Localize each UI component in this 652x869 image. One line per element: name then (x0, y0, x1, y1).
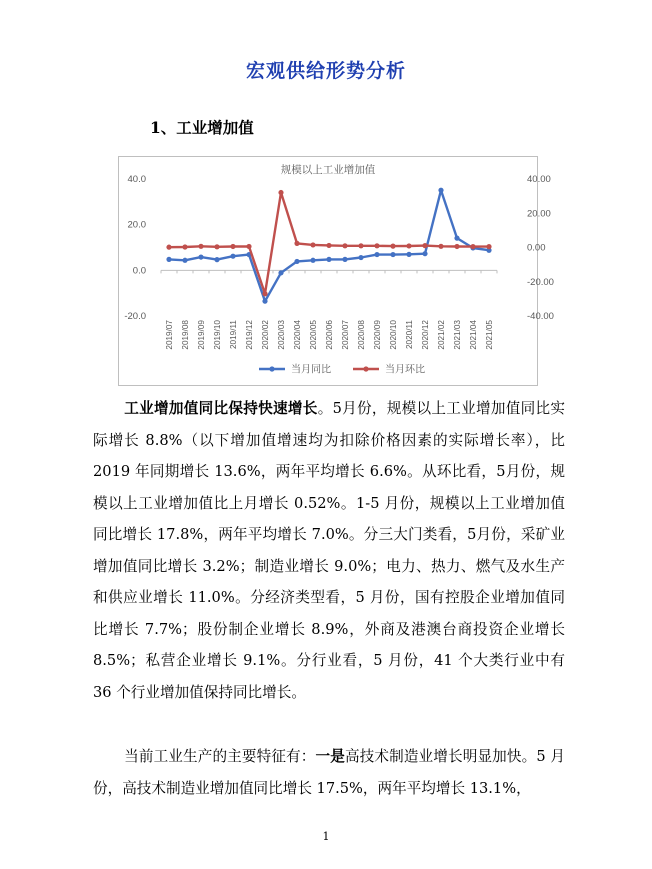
x-tick-label: 2019/08 (181, 320, 190, 350)
data-point (214, 244, 219, 249)
x-tick-label: 2019/07 (165, 320, 174, 350)
x-tick-label: 2020/03 (277, 320, 286, 350)
data-point (406, 243, 411, 248)
right-axis-tick-label: -40.00 (527, 311, 554, 322)
data-point (230, 244, 235, 249)
x-tick-label: 2020/06 (325, 320, 334, 350)
x-tick-label: 2021/04 (469, 320, 478, 350)
data-point (310, 242, 315, 247)
x-tick-label: 2021/05 (485, 320, 494, 350)
legend-label: 当月同比 (291, 364, 331, 376)
data-point (278, 270, 283, 275)
data-point (294, 241, 299, 246)
section-heading: 1、工业增加值 (150, 118, 254, 137)
x-tick-label: 2020/11 (405, 320, 414, 349)
data-point (374, 243, 379, 248)
data-point (262, 291, 267, 296)
data-point (182, 244, 187, 249)
data-point (454, 244, 459, 249)
legend-label: 当月环比 (385, 364, 425, 376)
data-point (326, 257, 331, 262)
data-point (454, 236, 459, 241)
data-point (326, 243, 331, 248)
data-point (438, 244, 443, 249)
page-title: 宏观供给形势分析 (245, 60, 406, 82)
data-point (278, 190, 283, 195)
data-point (358, 243, 363, 248)
data-point (470, 244, 475, 249)
data-point (486, 244, 491, 249)
left-axis-tick-label: -20.0 (124, 311, 146, 322)
data-point (246, 244, 251, 249)
x-tick-label: 2020/10 (389, 320, 398, 350)
data-point (294, 259, 299, 264)
industrial-value-added-chart (118, 156, 554, 386)
right-axis-tick-label: 0.00 (527, 242, 546, 254)
data-point (310, 258, 315, 263)
x-tick-label: 2021/02 (437, 320, 446, 350)
data-point (166, 245, 171, 250)
left-axis-tick-label: 0.0 (132, 265, 146, 277)
data-point (166, 257, 171, 262)
page-number: 1 (322, 830, 330, 843)
data-point (358, 255, 363, 260)
data-point (230, 254, 235, 259)
x-tick-label: 2019/09 (197, 320, 206, 350)
x-tick-label: 2020/08 (357, 320, 366, 350)
x-tick-label: 2020/12 (421, 320, 430, 350)
left-axis-tick-label: 20.0 (127, 219, 146, 231)
data-point (422, 251, 427, 256)
chart-svg (119, 157, 554, 385)
left-axis-tick-label: 40.0 (127, 174, 146, 185)
chart-title: 规模以上工业增加值 (280, 164, 376, 176)
legend-marker (269, 366, 274, 371)
paragraph-body: 。5月份，规模以上工业增加值同比实际增长 8.8%（以下增加值增速均为扣除价格因素的实际增长率），比 2019 年同期增长 13.6%，两年平均增长 6.6%。从环比看，5月份，规模以上工业增加值比上月增长 0.52%。1-5 月份，规模以上工业增加值同比增长 17.8%，两年平均增长 7.0%。分三大门类看，5月份，采矿业增加值同比增长 3.2%；制造业增长 9.0%；电力、热力、燃气及水生产和供应业增长 11.0%。分经济类型看，5 月份，国有控股企业增加值同比增长 7.7%；股份制企业增长 8.9%，外商及港澳台商投资企业增长 8.5%；私营企业增长 9.1%。分行业看，5 月份，41 个大类行业中有 36 个行业增加值保持同比增长。 (93, 400, 565, 701)
right-axis-tick-label: -20.00 (527, 276, 554, 288)
data-point (422, 243, 427, 248)
x-tick-label: 2020/02 (261, 320, 270, 350)
paragraph-lead-bold: 工业增加值同比保持快速增长 (124, 400, 318, 417)
x-tick-label: 2020/09 (373, 320, 382, 350)
x-tick-label: 2020/04 (293, 320, 302, 350)
data-point (374, 252, 379, 257)
x-tick-label: 2019/10 (213, 320, 222, 350)
data-point (390, 252, 395, 257)
right-axis-tick-label: 40.00 (527, 174, 551, 185)
x-tick-label: 2019/11 (229, 320, 238, 349)
x-tick-label: 2021/03 (453, 320, 462, 350)
x-tick-label: 2019/12 (245, 320, 254, 350)
paragraph-intro: 当前工业生产的主要特征有： (124, 748, 316, 765)
right-axis-tick-label: 20.00 (527, 208, 551, 220)
data-point (438, 188, 443, 193)
data-point (390, 244, 395, 249)
x-tick-label: 2020/07 (341, 320, 350, 350)
paragraph-marker-bold: 一是 (315, 748, 345, 765)
x-tick-label: 2020/05 (309, 320, 318, 350)
data-point (406, 252, 411, 257)
paragraph-features (93, 741, 565, 804)
data-point (182, 258, 187, 263)
data-point (262, 299, 267, 304)
data-point (342, 243, 347, 248)
data-point (214, 257, 219, 262)
paragraph-body-2: 高技术制造业增长明显加快。5 月份，高技术制造业增加值同比增长 17.5%，两年平均增长 13.1%， (93, 748, 565, 797)
data-point (198, 244, 203, 249)
data-point (198, 254, 203, 259)
paragraph-industrial-growth (93, 393, 565, 708)
data-point (342, 257, 347, 262)
legend-marker (363, 366, 368, 371)
